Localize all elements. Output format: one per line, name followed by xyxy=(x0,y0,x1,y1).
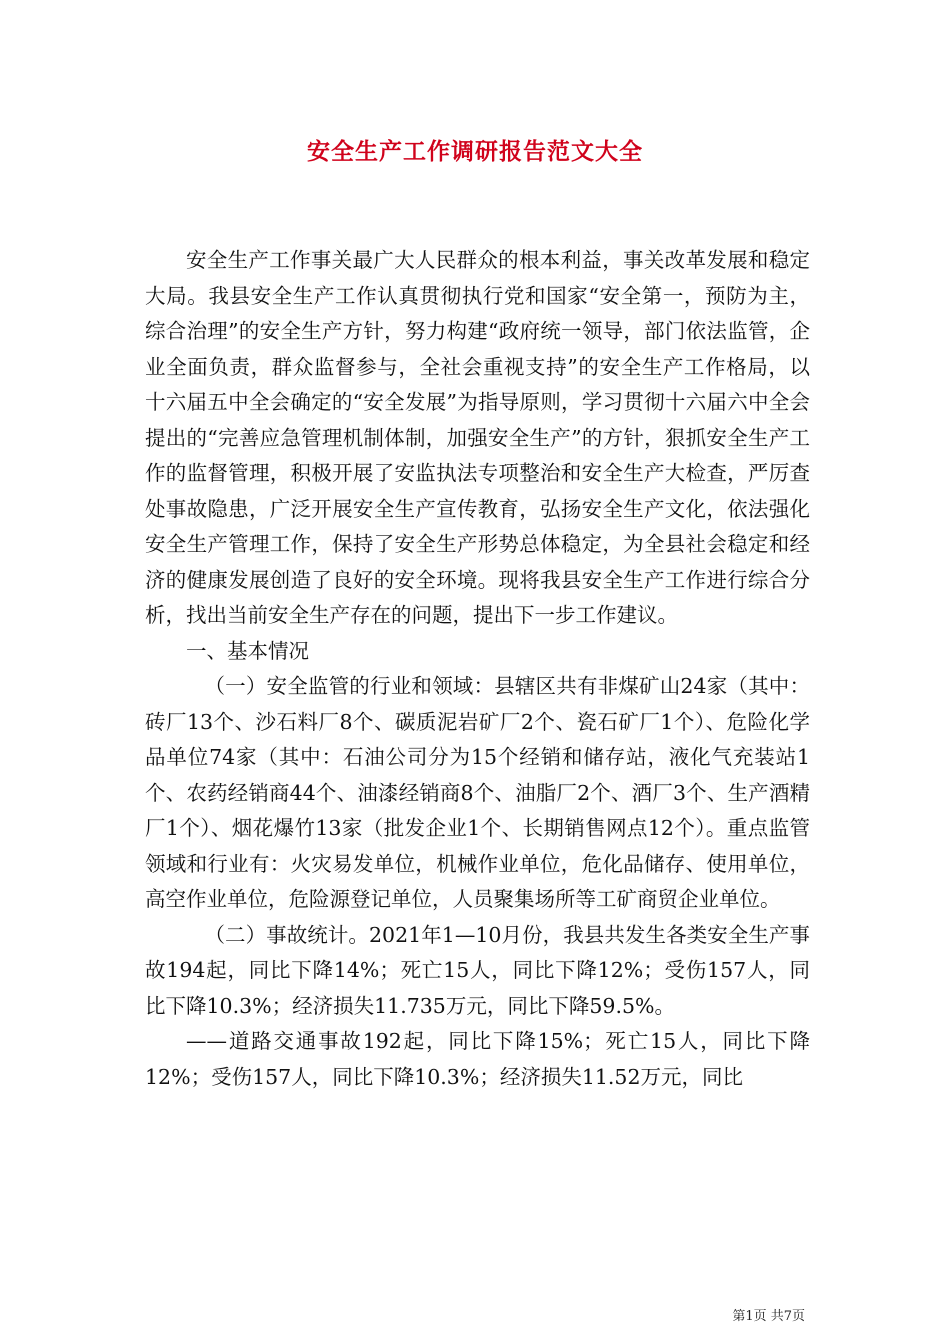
paragraph-road-traffic-accidents: ——道路交通事故192起，同比下降15%；死亡15人，同比下降12%；受伤157人，同比下降10.3%；经济损失11.52万元，同比 xyxy=(145,1029,810,1089)
section-heading-basic-situation: 一、基本情况 xyxy=(186,638,309,663)
paragraph-supervised-industries: （一）安全监管的行业和领域：县辖区共有非煤矿山24家（其中：砖厂13个、沙石料厂8个、碳质泥岩矿厂2个、瓷石矿厂1个）、危险化学品单位74家（其中：石油公司分为15个经销和储存站，液化气充装站1个、农药经销商44个、油漆经销商8个、油脂厂2个、酒厂3个、生产酒精厂1个）、烟花爆竹13家（批发企业1个、长期销售网点12个）。重点监管领域和行业有：火灾易发单位，机械作业单位，危化品储存、使用单位，高空作业单位，危险源登记单位，人员聚集场所等工矿商贸企业单位。 xyxy=(145,674,810,911)
paragraph-accident-statistics: （二）事故统计。2021年1—10月份，我县共发生各类安全生产事故194起，同比下降14%；死亡15人，同比下降12%；受伤157人，同比下降10.3%；经济损失11.735万元，同比下降59.5%。 xyxy=(145,922,810,1018)
paragraph-intro: 安全生产工作事关最广大人民群众的根本利益，事关改革发展和稳定大局。我县安全生产工作认真贯彻执行党和国家“安全第一，预防为主，综合治理”的安全生产方针，努力构建“政府统一领导，部门依法监管，企业全面负责，群众监督参与，全社会重视支持”的安全生产工作格局，以十六届五中全会确定的“安全发展”为指导原则，学习贯彻十六届六中全会提出的“完善应急管理机制体制，加强安全生产”的方针，狠抓安全生产工作的监督管理，积极开展了安监执法专项整治和安全生产大检查，严厉查处事故隐患，广泛开展安全生产宣传教育，弘扬安全生产文化，依法强化安全生产管理工作，保持了安全生产形势总体稳定，为全县社会稳定和经济的健康发展创造了良好的安全环境。现将我县安全生产工作进行综合分析，找出当前安全生产存在的问题，提出下一步工作建议。 xyxy=(145,248,810,627)
document-body xyxy=(145,243,810,1095)
page-number-footer: 第1页 共7页 xyxy=(732,1309,805,1324)
document-title: 安全生产工作调研报告范文大全 xyxy=(307,138,643,165)
